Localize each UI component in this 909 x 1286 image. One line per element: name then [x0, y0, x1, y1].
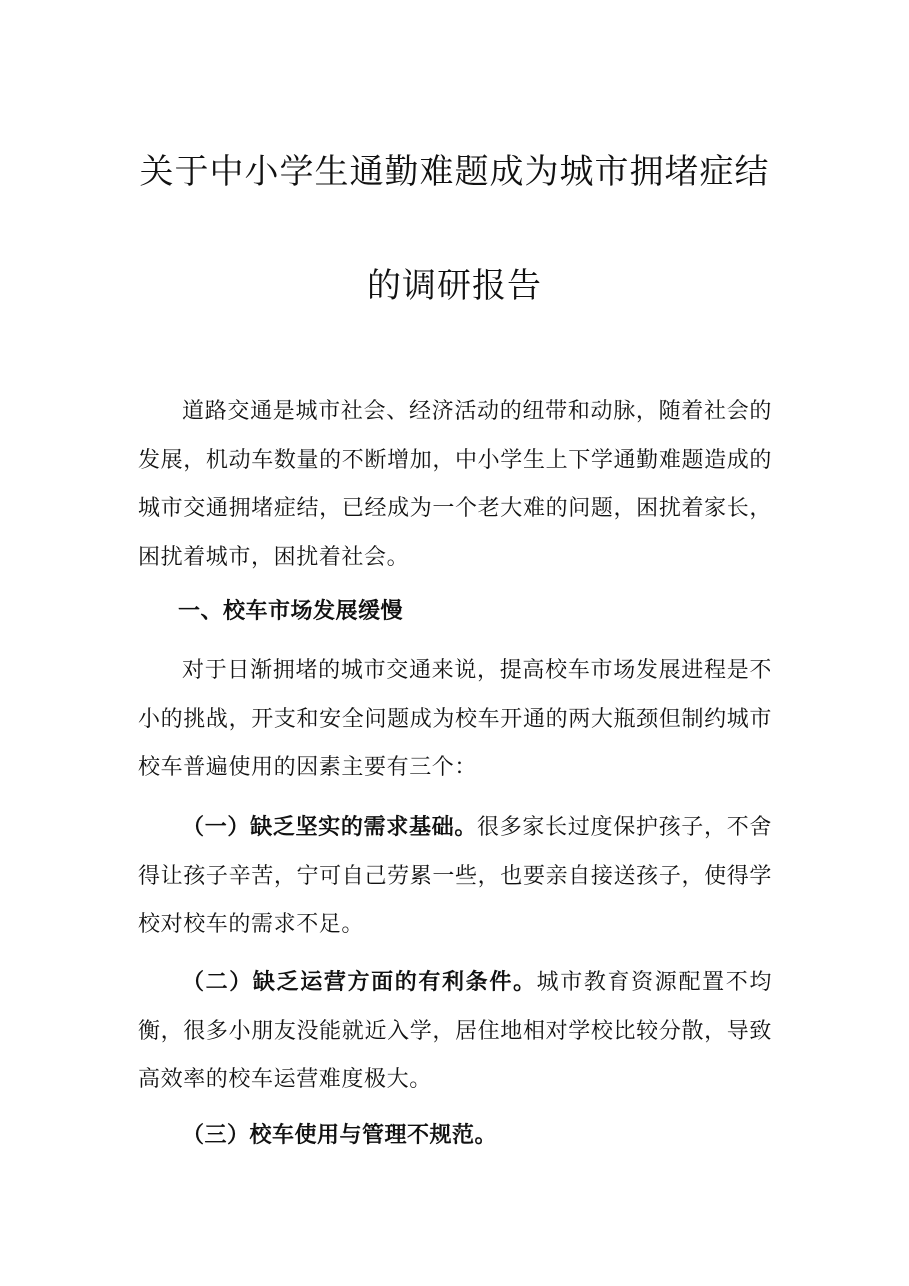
document-title-line-1: 关于中小学生通勤难题成为城市拥堵症结: [139, 152, 770, 192]
section-1-paragraph: 对于日渐拥堵的城市交通来说，提高校车市场发展进程是不小的挑战，开支和安全问题成为校车开通的两大瓶颈但制约城市校车普遍使用的因素主要有三个：: [138, 658, 772, 780]
document-title-line-2: 的调研报告: [367, 266, 542, 306]
point-3-title: （三）校车使用与管理不规范。: [182, 1123, 498, 1148]
point-2-title: （二）缺乏运营方面的有利条件。: [182, 970, 537, 995]
point-1-text: 很多家长过度保护孩子，不舍得让孩子辛苦，宁可自己劳累一些，也要亲自接送孩子，使得学校对校车的需求不足。: [138, 815, 772, 937]
point-2-paragraph: [138, 959, 772, 1105]
point-1-title: （一）缺乏坚实的需求基础。: [182, 815, 478, 840]
point-1-paragraph: [138, 804, 772, 950]
intro-paragraph: 道路交通是城市社会、经济活动的纽带和动脉，随着社会的发展，机动车数量的不断增加，中小学生上下学通勤难题造成的城市交通拥堵症结，已经成为一个老大难的问题，困扰着家长，困扰着城市，困扰着社会。: [138, 399, 772, 570]
section-1-heading: 一、校车市场发展缓慢: [178, 599, 404, 624]
point-2-text: 城市教育资源配置不均衡，很多小朋友没能就近入学，居住地相对学校比较分散，导致高效率的校车运营难度极大。: [138, 970, 772, 1092]
